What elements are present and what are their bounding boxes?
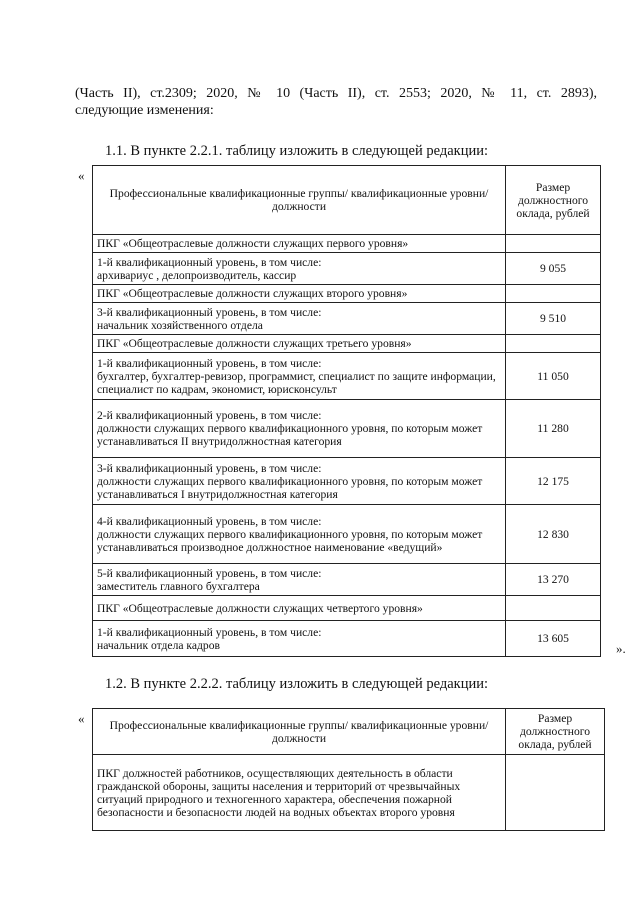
table-row: [93, 285, 601, 303]
table-row: [93, 303, 601, 335]
salary-cell: [506, 335, 601, 353]
salary-cell: 12 830: [506, 505, 601, 564]
salary-cell: 13 605: [506, 621, 601, 657]
section-1-table: [92, 165, 601, 657]
table-header-row: [93, 709, 605, 755]
table-row: [93, 353, 601, 400]
header-groups-cell: Профессиональные квалификационные группы/ квалификационные уровни/ должности: [93, 166, 506, 235]
salary-cell: 9 510: [506, 303, 601, 335]
position-cell: 3-й квалификационный уровень, в том числе: начальник хозяйственного отдела: [93, 303, 506, 335]
salary-cell: [506, 755, 605, 831]
table-row: [93, 505, 601, 564]
section-2-open-quote: «: [78, 711, 85, 726]
section-2-heading: 1.2. В пункте 2.2.2. таблицу изложить в следующей редакции:: [105, 676, 488, 692]
position-cell: 4-й квалификационный уровень, в том числе: должности служащих первого квалификационного уровня, по которым может устанавливаться производное должностное наименование «ведущий»: [93, 505, 506, 564]
table-row: [93, 755, 605, 831]
salary-cell: 9 055: [506, 253, 601, 285]
section-1-open-quote: «: [78, 168, 85, 183]
table-row: [93, 621, 601, 657]
table-row: [93, 235, 601, 253]
table-row: [93, 253, 601, 285]
position-cell: 5-й квалификационный уровень, в том числе: заместитель главного бухгалтера: [93, 564, 506, 596]
position-cell: ПКГ «Общеотраслевые должности служащих четвертого уровня»: [93, 596, 506, 621]
salary-cell: 11 050: [506, 353, 601, 400]
position-cell: ПКГ «Общеотраслевые должности служащих первого уровня»: [93, 235, 506, 253]
table-row: [93, 564, 601, 596]
section-1-heading: 1.1. В пункте 2.2.1. таблицу изложить в следующей редакции:: [105, 143, 488, 159]
header-salary-cell: Размер должностного оклада, рублей: [506, 709, 605, 755]
table-row: [93, 400, 601, 458]
salary-cell: [506, 596, 601, 621]
position-cell: 1-й квалификационный уровень, в том числе: архивариус , делопроизводитель, кассир: [93, 253, 506, 285]
salary-cell: 13 270: [506, 564, 601, 596]
header-salary-cell: Размер должностного оклада, рублей: [506, 166, 601, 235]
intro-line-1: (Часть II), ст.2309; 2020, № 10 (Часть II), ст. 2553; 2020, № 11, ст. 2893),: [75, 86, 597, 101]
salary-cell: 11 280: [506, 400, 601, 458]
header-groups-cell: Профессиональные квалификационные группы/ квалификационные уровни/ должности: [93, 709, 506, 755]
section-2-table: [92, 708, 605, 831]
position-cell: 1-й квалификационный уровень, в том числе: начальник отдела кадров: [93, 621, 506, 657]
table-row: [93, 596, 601, 621]
table-row: [93, 335, 601, 353]
section-1-close-quote: ».: [616, 641, 626, 656]
intro-paragraph: [75, 85, 597, 119]
table-header-row: [93, 166, 601, 235]
position-cell: 1-й квалификационный уровень, в том числе: бухгалтер, бухгалтер-ревизор, программист, специалист по защите информации, специалист по кадрам, экономист, юрисконсульт: [93, 353, 506, 400]
intro-line-2: следующие изменения:: [75, 103, 214, 118]
table-row: [93, 458, 601, 505]
salary-cell: [506, 285, 601, 303]
salary-cell: 12 175: [506, 458, 601, 505]
position-cell: 3-й квалификационный уровень, в том числе: должности служащих первого квалификационного уровня, по которым может устанавливаться I внутридолжностная категория: [93, 458, 506, 505]
position-cell: ПКГ «Общеотраслевые должности служащих второго уровня»: [93, 285, 506, 303]
position-cell: ПКГ должностей работников, осуществляющих деятельность в области гражданской обороны, защиты населения и территорий от чрезвычайных ситуаций природного и техногенного характера, обеспечения пожарной безопасности и безопасности людей на водных объектах второго уровня: [93, 755, 506, 831]
salary-cell: [506, 235, 601, 253]
position-cell: ПКГ «Общеотраслевые должности служащих третьего уровня»: [93, 335, 506, 353]
position-cell: 2-й квалификационный уровень, в том числе: должности служащих первого квалификационного уровня, по которым может устанавливаться II внутридолжностная категория: [93, 400, 506, 458]
